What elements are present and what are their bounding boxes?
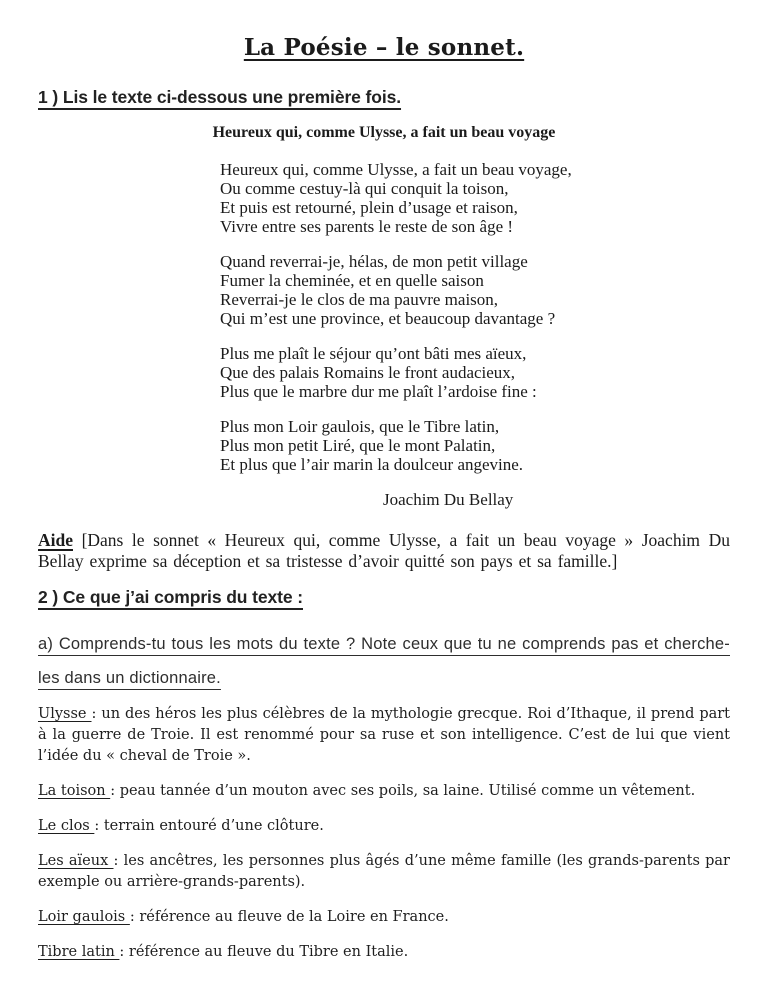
poem-line: Plus mon Loir gaulois, que le Tibre latin, [220,417,500,436]
definition-body: : les ancêtres, les personnes plus âgés d’une même famille (les grands-parents par exemple ou arrière-grands-parents). [38,853,730,890]
definition-body: : référence au fleuve de la Loire en France. [129,909,449,925]
aide-text: [Dans le sonnet « Heureux qui, comme Ulysse, a fait un beau voyage » Joachim Du Bellay exprime sa déception et sa tristesse d’avoir quitté son pays et sa famille.] [38,530,730,571]
poem-line: Et puis est retourné, plein d’usage et raison, [220,198,518,217]
definition-term: Ulysse [38,706,92,722]
poem [38,123,730,509]
poem-line: Ou comme cestuy-là qui conquit la toison, [220,179,509,198]
poem-stanza-3 [220,344,730,401]
poem-line: Fumer la cheminée, et en quelle saison [220,271,484,290]
poem-line: Reverrai-je le clos de ma pauvre maison, [220,290,499,309]
definition-tibre-latin [38,942,730,963]
definition-les-aieux [38,851,730,893]
poem-line: Plus me plaît le séjour qu’ont bâti mes aïeux, [220,344,527,363]
poem-author: Joachim Du Bellay [383,490,514,509]
aide-note [38,530,730,572]
poem-body [220,160,730,474]
definition-body: : terrain entouré d’une clôture. [94,818,324,834]
poem-stanza-1 [220,160,730,236]
poem-line: Heureux qui, comme Ulysse, a fait un beau voyage, [220,160,572,179]
poem-stanza-4 [220,417,730,474]
definition-term: Tibre latin [38,944,120,960]
poem-line: Quand reverrai-je, hélas, de mon petit village [220,252,528,271]
poem-title: Heureux qui, comme Ulysse, a fait un beau voyage [212,124,556,141]
question-a: a) Comprends-tu tous les mots du texte ? Note ceux que tu ne comprends pas et cherche-les dans un dictionnaire. [38,635,730,687]
definition-term: Loir gaulois [38,909,130,925]
definition-body: : un des héros les plus célèbres de la mythologie grecque. Roi d’Ithaque, il prend part à la guerre de Troie. Il est renommé pour sa ruse et son intelligence. C’est de lui que vient l’idée du « cheval de Troie ». [38,706,731,764]
definition-term: Les aïeux [38,853,114,869]
definition-body: : référence au fleuve du Tibre en Italie. [119,944,409,960]
definition-term: La toison [38,783,111,799]
definition-body: : peau tannée d’un mouton avec ses poils, sa laine. Utilisé comme un vêtement. [110,783,696,799]
poem-line: Vivre entre ses parents le reste de son âge ! [220,217,514,236]
poem-line: Plus mon petit Liré, que le mont Palatin, [220,436,496,455]
poem-line: Que des palais Romains le front audacieux, [220,363,516,382]
definition-term: Le clos [38,818,95,834]
section-1-heading: 1 ) Lis le texte ci-dessous une première fois. [38,87,402,107]
poem-stanza-2 [220,252,730,328]
definition-loir-gaulois [38,907,730,928]
definition-ulysse [38,704,730,767]
definition-le-clos [38,816,730,837]
poem-line: Plus que le marbre dur me plaît l’ardoise fine : [220,382,537,401]
poem-line: Et plus que l’air marin la doulceur angevine. [220,455,524,474]
document-title: La Poésie – le sonnet. [243,34,525,61]
definition-la-toison [38,781,730,802]
section-2-heading: 2 ) Ce que j’ai compris du texte : [38,587,303,607]
poem-line: Qui m’est une province, et beaucoup davantage ? [220,309,556,328]
aide-label: Aide [38,530,73,550]
